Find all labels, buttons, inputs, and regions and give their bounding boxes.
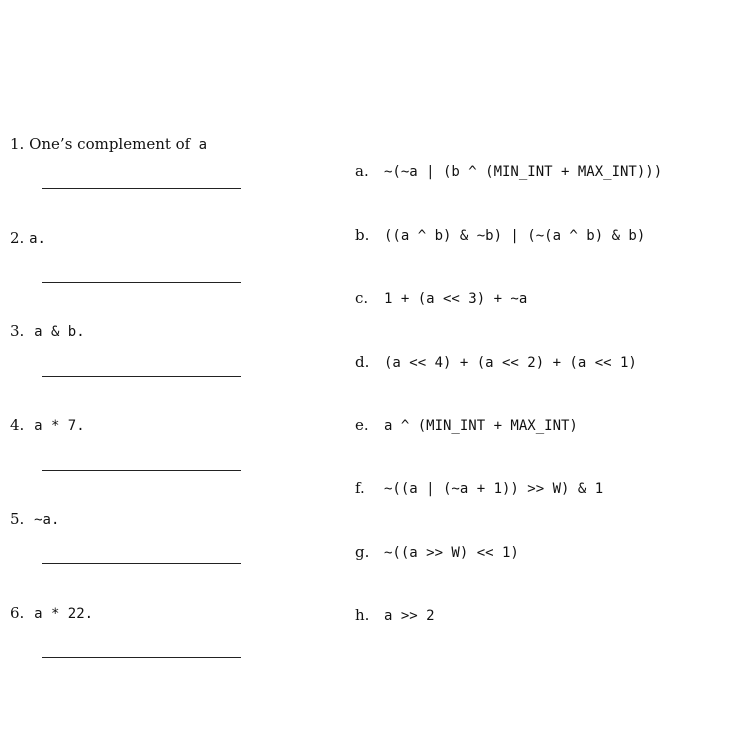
option-letter: h.	[355, 606, 370, 624]
question-6	[10, 604, 93, 623]
answer-blank-2[interactable]	[42, 282, 241, 283]
question-code: a * 22.	[34, 606, 94, 622]
question-2	[10, 229, 46, 248]
question-code: ~a.	[34, 512, 60, 528]
option-expression: (a << 4) + (a << 2) + (a << 1)	[384, 355, 637, 371]
question-number: 4.	[10, 416, 25, 434]
option-a	[355, 162, 662, 181]
answer-blank-3[interactable]	[42, 376, 241, 377]
question-1	[10, 135, 207, 154]
option-expression: ~(~a | (b ^ (MIN_INT + MAX_INT)))	[384, 164, 663, 180]
answer-blank-6[interactable]	[42, 657, 241, 658]
question-number: 5.	[10, 510, 25, 528]
question-text: One’s complement of	[29, 135, 191, 153]
answer-blank-4[interactable]	[42, 470, 241, 471]
question-number: 6.	[10, 604, 25, 622]
option-e	[355, 416, 578, 435]
answer-blank-1[interactable]	[42, 188, 241, 189]
option-letter: e.	[355, 416, 369, 434]
answer-blank-5[interactable]	[42, 563, 241, 564]
option-d	[355, 353, 637, 372]
option-g	[355, 543, 519, 562]
option-expression: 1 + (a << 3) + ~a	[384, 291, 528, 307]
option-expression: ~((a >> W) << 1)	[384, 545, 519, 561]
question-number: 3.	[10, 322, 25, 340]
question-code: a	[190, 137, 208, 153]
option-expression: a >> 2	[384, 608, 435, 624]
option-letter: g.	[355, 543, 370, 561]
option-f	[355, 479, 603, 498]
question-3	[10, 322, 85, 341]
question-code: a * 7.	[34, 418, 85, 434]
question-number: 2.	[10, 229, 25, 247]
option-letter: b.	[355, 226, 370, 244]
question-4	[10, 416, 85, 435]
option-expression: a ^ (MIN_INT + MAX_INT)	[384, 418, 578, 434]
question-code: a & b.	[34, 324, 85, 340]
question-code: a.	[29, 231, 46, 247]
question-5	[10, 510, 59, 529]
option-expression: ((a ^ b) & ~b) | (~(a ^ b) & b)	[384, 228, 646, 244]
option-h	[355, 606, 435, 625]
option-c	[355, 289, 527, 308]
option-letter: c.	[355, 289, 369, 307]
option-expression: ~((a | (~a + 1)) >> W) & 1	[384, 481, 604, 497]
option-letter: a.	[355, 162, 369, 180]
option-letter: d.	[355, 353, 370, 371]
question-number: 1.	[10, 135, 25, 153]
option-b	[355, 226, 645, 245]
option-letter: f.	[355, 479, 365, 497]
